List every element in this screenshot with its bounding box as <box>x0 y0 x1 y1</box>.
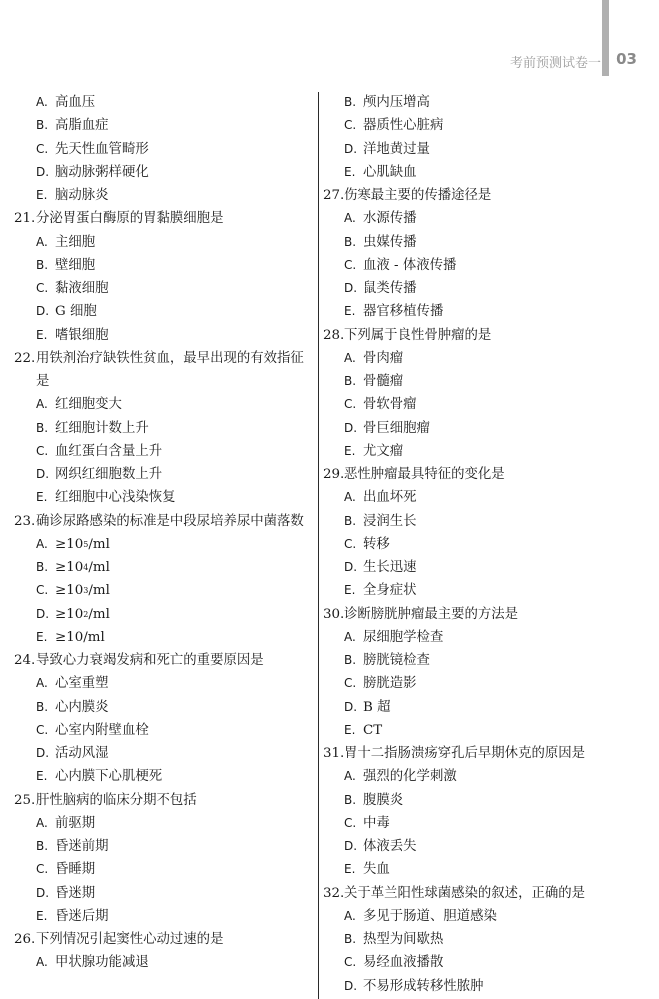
option-letter: E. <box>344 722 356 737</box>
question-stem <box>323 184 643 207</box>
option-letter: D. <box>344 699 358 714</box>
option-letter: A. <box>36 815 48 830</box>
question-stem <box>14 207 314 230</box>
option-letter: E. <box>36 769 48 784</box>
question-stem <box>323 324 643 347</box>
answer-option <box>323 789 643 812</box>
option-letter: B. <box>344 792 357 807</box>
option-text: 骨软骨瘤 <box>363 397 417 413</box>
option-letter: B. <box>344 653 357 667</box>
option-letter: E. <box>36 629 48 644</box>
option-text: 全身症状 <box>363 583 417 599</box>
option-letter: A. <box>344 350 356 365</box>
answer-option <box>323 696 643 719</box>
option-text: 膀胱镜检查 <box>363 653 430 668</box>
option-text: 器质性心脏病 <box>363 118 444 134</box>
answer-option <box>14 184 314 207</box>
option-letter: A. <box>36 95 48 109</box>
option-text: 活动风湿 <box>55 746 109 761</box>
option-text: 脑动脉粥样硬化 <box>55 164 149 180</box>
answer-option <box>323 207 643 230</box>
option-letter: B. <box>36 118 49 133</box>
option-letter: B. <box>344 932 357 946</box>
option-letter: B. <box>36 420 49 435</box>
question-text: 导致心力衰竭发病和死亡的重要原因是 <box>36 653 264 668</box>
answer-option <box>323 975 643 998</box>
answer-option <box>323 393 643 416</box>
option-letter: E. <box>36 908 48 923</box>
question-stem <box>14 928 314 951</box>
answer-option <box>14 533 314 556</box>
option-text: 红细胞变大 <box>55 397 122 413</box>
option-unit: /ml <box>88 606 110 622</box>
option-text: 前驱期 <box>55 815 96 831</box>
option-text: 心室重塑 <box>55 676 109 692</box>
option-text: 不易形成转移性脓肿 <box>363 978 484 994</box>
option-text: ≥10 <box>55 606 84 622</box>
answer-option <box>323 579 643 602</box>
option-text: 红细胞中心浅染恢复 <box>55 490 176 506</box>
question-number: 22. <box>14 350 36 366</box>
option-letter: C. <box>344 815 357 830</box>
option-text: 器官移植传播 <box>363 304 444 320</box>
option-text: 颅内压增高 <box>363 95 430 110</box>
option-letter: B. <box>344 513 357 528</box>
answer-option <box>14 138 314 161</box>
option-text: 心室内附壁血栓 <box>55 722 149 738</box>
option-text: 先天性血管畸形 <box>55 141 149 157</box>
option-text: 骨肉瘤 <box>363 350 404 366</box>
answer-option <box>323 370 643 393</box>
answer-option <box>323 858 643 881</box>
option-letter: E. <box>344 862 356 877</box>
question-stem <box>14 649 314 672</box>
question-text: 下列情况引起窦性心动过速的是 <box>36 932 224 947</box>
answer-option <box>14 858 314 881</box>
answer-option <box>323 905 643 928</box>
option-letter: C. <box>36 862 49 877</box>
option-letter: B. <box>36 699 49 714</box>
answer-option <box>14 440 314 463</box>
question-number: 28. <box>323 327 345 343</box>
option-text: 嗜银细胞 <box>55 327 109 343</box>
option-letter: D. <box>36 467 50 481</box>
option-text: 心肌缺血 <box>363 164 417 180</box>
option-letter: A. <box>344 490 356 505</box>
answer-option <box>14 742 314 765</box>
answer-option <box>14 835 314 858</box>
option-text: 昏迷前期 <box>55 839 109 854</box>
option-unit: /ml <box>88 583 110 599</box>
answer-option <box>323 417 643 440</box>
answer-option <box>14 882 314 905</box>
answer-option <box>323 649 643 672</box>
option-text: 多见于肠道、胆道感染 <box>363 908 497 924</box>
option-letter: E. <box>344 583 356 598</box>
left-column <box>14 91 314 975</box>
option-text: 洋地黄过量 <box>363 141 430 157</box>
question-stem <box>323 742 643 765</box>
answer-option <box>323 347 643 370</box>
right-column <box>323 91 643 998</box>
option-text: 虫媒传播 <box>363 234 417 250</box>
option-letter: C. <box>36 583 49 598</box>
answer-option <box>14 393 314 416</box>
option-text: 鼠类传播 <box>363 281 417 296</box>
option-letter: C. <box>344 257 357 272</box>
answer-option <box>323 951 643 974</box>
option-letter: E. <box>344 304 356 319</box>
answer-option <box>323 510 643 533</box>
answer-option <box>14 324 314 347</box>
answer-option <box>14 161 314 184</box>
option-text: 水源传播 <box>363 211 417 227</box>
question-stem <box>323 463 643 486</box>
answer-option <box>14 556 314 579</box>
answer-option <box>14 626 314 649</box>
option-letter: D. <box>344 978 358 993</box>
option-text: ≥10 <box>55 583 84 599</box>
answer-option <box>323 812 643 835</box>
answer-option <box>14 672 314 695</box>
answer-option <box>323 626 643 649</box>
option-text: 膀胱造影 <box>363 676 417 692</box>
option-text: 出血坏死 <box>363 490 417 506</box>
question-stem <box>323 882 643 905</box>
answer-option <box>323 254 643 277</box>
option-letter: D. <box>344 839 358 853</box>
option-letter: A. <box>344 908 356 923</box>
answer-option <box>323 928 643 951</box>
question-stem <box>14 510 314 533</box>
answer-option <box>323 719 643 742</box>
answer-option <box>323 138 643 161</box>
option-exponent: 3 <box>83 586 89 596</box>
answer-option <box>323 835 643 858</box>
option-text: 强烈的化学刺激 <box>363 769 457 785</box>
option-text: ≥10 <box>55 536 84 552</box>
answer-option <box>14 905 314 928</box>
option-letter: B. <box>344 95 357 109</box>
option-letter: C. <box>36 281 49 295</box>
answer-option <box>14 603 314 626</box>
option-letter: A. <box>36 955 48 970</box>
option-text: 主细胞 <box>55 234 96 250</box>
answer-option <box>14 765 314 788</box>
answer-option <box>14 231 314 254</box>
question-number: 24. <box>14 653 36 668</box>
answer-option <box>14 417 314 440</box>
option-text: 脑动脉炎 <box>55 188 109 203</box>
question-number: 27. <box>323 188 345 203</box>
question-text: 伤寒最主要的传播途径是 <box>344 188 492 203</box>
option-text: 红细胞计数上升 <box>55 420 149 436</box>
option-text: ≥10/ml <box>55 629 105 645</box>
question-number: 29. <box>323 467 345 482</box>
option-letter: E. <box>36 188 48 202</box>
answer-option <box>14 91 314 114</box>
column-divider <box>318 92 319 999</box>
question-number: 31. <box>323 746 345 761</box>
question-number: 30. <box>323 606 345 622</box>
option-text: 腹膜炎 <box>363 792 404 808</box>
option-letter: D. <box>36 885 50 900</box>
option-text: 昏迷期 <box>55 885 96 901</box>
option-text: 昏迷后期 <box>55 908 109 924</box>
page-number: 03 <box>616 50 637 68</box>
option-letter: D. <box>36 304 50 319</box>
option-letter: C. <box>344 536 357 551</box>
option-letter: D. <box>36 164 50 179</box>
answer-option <box>323 91 643 114</box>
question-stem <box>323 603 643 626</box>
answer-option <box>14 300 314 323</box>
question-number: 21. <box>14 211 36 227</box>
option-letter: E. <box>36 490 48 505</box>
answer-option <box>323 765 643 788</box>
option-text: 转移 <box>363 536 390 552</box>
answer-option <box>323 277 643 300</box>
option-text: 生长迅速 <box>363 560 417 575</box>
question-text: 诊断膀胱肿瘤最主要的方法是 <box>344 606 519 622</box>
option-letter: C. <box>344 118 357 133</box>
answer-option <box>14 114 314 137</box>
option-letter: B. <box>344 234 357 249</box>
option-text: 黏液细胞 <box>55 281 109 296</box>
answer-option <box>14 254 314 277</box>
option-letter: D. <box>36 606 50 621</box>
option-unit: /ml <box>88 536 110 552</box>
answer-option <box>14 579 314 602</box>
option-letter: D. <box>344 141 358 156</box>
option-text: CT <box>363 722 383 738</box>
option-text: 网织红细胞数上升 <box>55 467 163 482</box>
option-letter: A. <box>36 676 48 691</box>
answer-option <box>323 533 643 556</box>
answer-option <box>14 812 314 835</box>
option-letter: D. <box>36 746 50 760</box>
option-text: 浸润生长 <box>363 513 417 529</box>
answer-option <box>14 277 314 300</box>
option-text: 易经血液播散 <box>363 955 444 971</box>
option-letter: C. <box>344 676 357 691</box>
option-letter: C. <box>344 955 357 970</box>
question-number: 23. <box>14 513 36 529</box>
answer-option <box>323 300 643 323</box>
answer-option <box>14 719 314 742</box>
header-tab-bar <box>602 0 609 76</box>
option-text: 血红蛋白含量上升 <box>55 443 163 459</box>
option-letter: E. <box>36 327 48 342</box>
header-title: 考前预测试卷一 <box>509 56 601 71</box>
option-letter: A. <box>344 211 356 226</box>
option-letter: B. <box>36 839 49 853</box>
option-text: 壁细胞 <box>55 257 96 273</box>
option-letter: A. <box>36 397 48 412</box>
option-text: 甲状腺功能减退 <box>55 955 149 971</box>
question-number: 26. <box>14 932 36 947</box>
option-text: 心内膜下心肌梗死 <box>55 769 163 785</box>
option-text: 心内膜炎 <box>55 699 109 715</box>
option-text: 高脂血症 <box>55 118 109 134</box>
option-letter: A. <box>36 234 48 249</box>
question-text: 胃十二指肠溃疡穿孔后早期休克的原因是 <box>344 746 586 761</box>
option-letter: C. <box>36 722 49 737</box>
answer-option <box>323 556 643 579</box>
question-text: 肝性脑病的临床分期不包括 <box>36 792 197 808</box>
option-text: 骨髓瘤 <box>363 374 404 389</box>
option-letter: A. <box>36 536 48 551</box>
option-letter: D. <box>344 420 358 435</box>
option-text: 尤文瘤 <box>363 443 404 459</box>
option-letter: E. <box>344 164 356 179</box>
option-text: 昏睡期 <box>55 862 96 878</box>
answer-option <box>323 114 643 137</box>
question-text: 恶性肿瘤最具特征的变化是 <box>344 467 505 482</box>
question-text: 用铁剂治疗缺铁性贫血，最早出现的有效指征是 <box>36 350 304 389</box>
question-number: 32. <box>323 885 345 901</box>
option-letter: B. <box>344 374 357 388</box>
option-letter: A. <box>344 769 356 784</box>
question-stem <box>14 347 314 394</box>
answer-option <box>14 696 314 719</box>
option-exponent: 5 <box>83 539 89 549</box>
question-text: 关于革兰阳性球菌感染的叙述，正确的是 <box>344 885 586 901</box>
option-text: 中毒 <box>363 815 390 831</box>
option-letter: A. <box>344 629 356 644</box>
answer-option <box>323 440 643 463</box>
option-text: 血液 - 体液传播 <box>363 257 457 273</box>
answer-option <box>323 486 643 509</box>
question-text: 确诊尿路感染的标准是中段尿培养尿中菌落数 <box>36 513 304 529</box>
option-letter: D. <box>344 560 358 574</box>
answer-option <box>14 486 314 509</box>
option-text: 高血压 <box>55 95 96 110</box>
question-number: 25. <box>14 792 36 808</box>
option-letter: B. <box>36 560 49 574</box>
option-exponent: 4 <box>83 563 89 572</box>
option-letter: D. <box>344 281 358 295</box>
option-letter: B. <box>36 257 49 272</box>
option-letter: C. <box>36 443 49 458</box>
option-letter: E. <box>344 443 356 458</box>
question-text: 分泌胃蛋白酶原的胃黏膜细胞是 <box>36 211 224 227</box>
option-text: 体液丢失 <box>363 839 417 854</box>
option-unit: /ml <box>88 560 110 575</box>
answer-option <box>14 951 314 974</box>
option-text: 尿细胞学检查 <box>363 629 444 645</box>
answer-option <box>323 672 643 695</box>
answer-option <box>14 463 314 486</box>
option-text: B 超 <box>363 699 391 715</box>
question-stem <box>14 789 314 812</box>
option-letter: C. <box>344 397 357 412</box>
option-letter: C. <box>36 141 49 156</box>
option-text: G 细胞 <box>55 304 97 320</box>
option-exponent: 2 <box>83 609 89 619</box>
answer-option <box>323 161 643 184</box>
question-text: 下列属于良性骨肿瘤的是 <box>344 327 492 343</box>
option-text: 失血 <box>363 862 390 878</box>
answer-option <box>323 231 643 254</box>
option-text: 热型为间歇热 <box>363 932 444 947</box>
option-text: ≥10 <box>55 560 84 575</box>
option-text: 骨巨细胞瘤 <box>363 420 430 436</box>
